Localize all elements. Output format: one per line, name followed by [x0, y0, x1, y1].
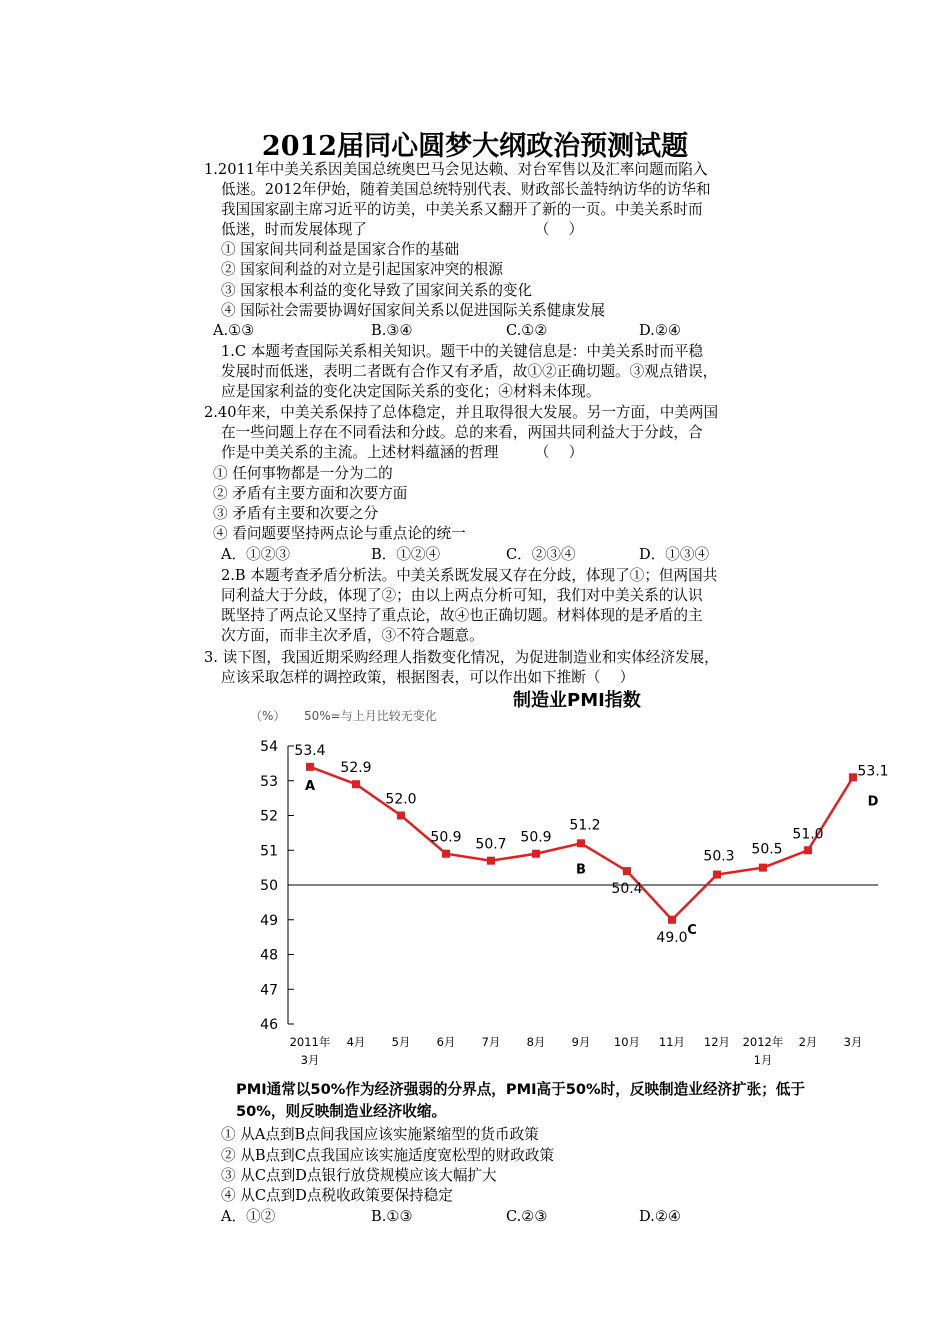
pmi-chart-svg: [230, 684, 930, 1074]
q1-answer: 1.C 本题考查国际关系相关知识。题干中的关键信息是：中美关系时而平稳: [221, 343, 704, 360]
y-tick-label: 51: [260, 843, 278, 860]
data-point: [804, 846, 812, 854]
y-tick-label: 49: [260, 912, 278, 929]
q2-option-a: A．①②③: [221, 546, 290, 563]
q1-line: 我国国家副主席习近平的访美，中美关系又翻开了新的一页。中美关系时而: [221, 201, 703, 218]
data-label: 53.4: [294, 742, 326, 759]
data-point: [306, 763, 314, 771]
q1-line: 1.2011年中美关系因美国总统奥巴马会见达赖、对台军售以及汇率问题而陷入: [204, 161, 708, 178]
q1-option-d: D.②④: [639, 322, 681, 339]
q2-answer: 同利益大于分歧，体现了②；由以上两点分析可知，我们对中美关系的认识: [221, 587, 703, 604]
pmi-chart: [230, 684, 930, 1074]
data-point: [759, 864, 767, 872]
y-tick-label: 47: [260, 982, 278, 999]
data-label: 51.2: [569, 817, 601, 834]
q3-line: 应该采取怎样的调控政策，根据图表，可以作出如下推断（ ）: [221, 669, 635, 686]
data-point: [352, 780, 360, 788]
data-label: 52.9: [340, 760, 372, 777]
q2-option-d: D．①③④: [639, 546, 710, 563]
q3-item: ④ 从C点到D点税收政策要保持稳定: [221, 1187, 453, 1204]
x-tick-label: 10月: [613, 1035, 641, 1049]
q3-option-a: A．①②: [221, 1208, 276, 1225]
y-tick-label: 46: [260, 1017, 278, 1033]
q2-option-c: C．②③④: [506, 546, 576, 563]
data-label: 50.9: [520, 829, 552, 846]
y-tick-label: 54: [260, 739, 278, 755]
q2-item: ② 矛盾有主要方面和次要方面: [213, 485, 408, 502]
data-label: 53.1: [857, 763, 889, 780]
data-point: [487, 857, 495, 865]
q2-item: ① 任何事物都是一分为二的: [213, 465, 393, 482]
data-label: 50.9: [430, 829, 462, 846]
point-marker-label: C: [687, 922, 697, 938]
y-tick-label: 50: [260, 878, 278, 894]
x-tick-label: 11月: [658, 1035, 686, 1049]
data-label: 51.0: [792, 826, 824, 843]
q1-option-b: B.③④: [371, 322, 413, 339]
y-tick-label: 53: [260, 773, 278, 790]
y-tick-label: 48: [260, 947, 278, 964]
chart-subtitle: 50%=与上月比较无变化: [304, 709, 437, 723]
x-tick-label: 3月: [843, 1035, 863, 1049]
data-point: [668, 916, 676, 924]
data-label: 50.4: [611, 881, 643, 898]
q2-option-b: B．①②④: [371, 546, 441, 563]
q3-item: ③ 从C点到D点银行放贷规模应该大幅扩大: [221, 1167, 497, 1184]
q3-item: ① 从A点到B点间我国应该实施紧缩型的货币政策: [221, 1126, 539, 1143]
q2-answer: 2.B 本题考查矛盾分析法。中美关系既发展又存在分歧，体现了①；但两国共: [221, 567, 718, 584]
q1-item: ① 国家间共同利益是国家合作的基础: [221, 241, 460, 258]
x-tick-label: 8月: [526, 1035, 546, 1049]
q1-item: ② 国家间利益的对立是引起国家冲突的根源: [221, 261, 503, 278]
q3-line: 3. 读下图，我国近期采购经理人指数变化情况，为促进制造业和实体经济发展，: [204, 649, 719, 666]
pmi-note: PMI通常以50%作为经济强弱的分界点，PMI高于50%时，反映制造业经济扩张；低于: [236, 1081, 805, 1098]
pmi-note: 50%，则反映制造业经济收缩。: [236, 1103, 447, 1120]
q3-option-d: D.②④: [639, 1208, 681, 1225]
y-tick-label: 52: [260, 808, 278, 825]
q1-option-c: C.①②: [506, 322, 548, 339]
chart-title: 制造业PMI指数: [513, 690, 641, 711]
x-tick-label: 6月: [436, 1035, 456, 1049]
q1-line: 低迷，时而发展体现了 （ ）: [221, 221, 584, 238]
q1-item: ④ 国际社会需要协调好国家间关系以促进国际关系健康发展: [221, 302, 606, 319]
x-tick-label: 12月: [703, 1035, 731, 1049]
data-point: [442, 850, 450, 858]
q2-line: 2.40年来，中美关系保持了总体稳定，并且取得很大发展。另一方面，中美两国: [204, 404, 719, 421]
x-tick-label: 2012年: [742, 1035, 784, 1049]
q2-answer: 既坚持了两点论又坚持了重点论，故④也正确切题。材料体现的是矛盾的主: [221, 607, 703, 624]
q3-option-c: C.②③: [506, 1208, 548, 1225]
q2-line: 作是中美关系的主流。上述材料蕴涵的哲理 （ ）: [221, 444, 584, 461]
page-title: 2012届同心圆梦大纲政治预测试题: [261, 131, 689, 162]
data-point: [397, 812, 405, 820]
q1-line: 低迷。2012年伊始，随着美国总统特别代表、财政部长盖特纳访华的访华和: [221, 181, 711, 198]
q2-line: 在一些问题上存在不同看法和分歧。总的来看，两国共同利益大于分歧，合: [221, 424, 703, 441]
q1-answer: 发展时而低迷，表明二者既有合作又有矛盾，故①②正确切题。③观点错误，: [221, 363, 718, 380]
data-label: 50.7: [475, 836, 507, 853]
q3-item: ② 从B点到C点我国应该实施适度宽松型的财政政策: [221, 1147, 555, 1164]
q1-option-a: A.①③: [213, 322, 255, 339]
data-point: [623, 867, 631, 875]
data-label: 50.5: [751, 841, 783, 858]
x-tick-label: 1月: [753, 1053, 773, 1067]
q2-answer: 次方面，而非主次矛盾，③不符合题意。: [221, 627, 484, 644]
point-marker-label: A: [304, 778, 316, 794]
data-point: [532, 850, 540, 858]
q1-answer: 应是国家利益的变化决定国际关系的变化；④材料未体现。: [221, 383, 601, 400]
data-label: 50.3: [703, 848, 735, 865]
x-tick-label: 2月: [798, 1035, 818, 1049]
q1-item: ③ 国家根本利益的变化导致了国家间关系的变化: [221, 282, 533, 299]
point-marker-label: D: [867, 794, 879, 810]
data-label: 49.0: [656, 929, 688, 946]
x-tick-label: 5月: [391, 1035, 411, 1049]
x-tick-label: 9月: [571, 1035, 591, 1049]
data-label: 52.0: [385, 791, 417, 808]
data-point: [713, 871, 721, 879]
x-tick-label: 2011年: [289, 1035, 331, 1049]
q2-item: ④ 看问题要坚持两点论与重点论的统一: [213, 525, 466, 542]
data-point: [849, 773, 857, 781]
q3-option-b: B.①③: [371, 1208, 413, 1225]
point-marker-label: B: [576, 862, 586, 878]
chart-unit-label: （%）: [250, 709, 286, 723]
x-tick-label: 4月: [346, 1035, 366, 1049]
x-tick-label: 7月: [481, 1035, 501, 1049]
data-point: [577, 839, 585, 847]
x-tick-label: 3月: [300, 1053, 320, 1067]
q2-item: ③ 矛盾有主要和次要之分: [213, 505, 379, 522]
